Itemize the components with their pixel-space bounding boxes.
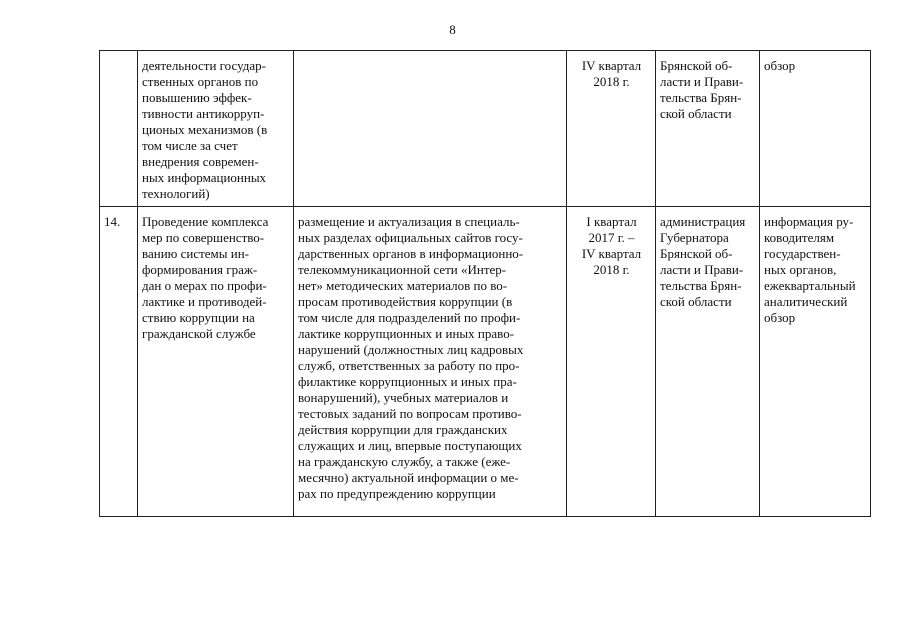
table-row xyxy=(100,51,871,207)
cell-text-line: информация ру- xyxy=(764,214,854,229)
table-row xyxy=(100,207,871,517)
cell-text-line: повышению эффек- xyxy=(142,90,252,105)
cell-text-line: служащих и лиц, впервые поступающих xyxy=(298,438,522,453)
cell-text-line: ных органов, xyxy=(764,262,837,277)
result-cell xyxy=(760,207,871,517)
activity-cell xyxy=(294,51,567,207)
cell-text-line: тивности антикорруп- xyxy=(142,106,265,121)
plan-table xyxy=(99,50,871,517)
cell-text-line: гражданской службе xyxy=(142,326,256,341)
result-cell xyxy=(760,51,871,207)
cell-text-line: обзор xyxy=(764,58,796,73)
cell-text-line: филактике коррупционных и иных пра- xyxy=(298,374,517,389)
cell-text-line: рах по предупреждению коррупции xyxy=(298,486,496,501)
cell-text-line: внедрения современ- xyxy=(142,154,259,169)
cell-text-line: ствию коррупции на xyxy=(142,310,255,325)
task-cell xyxy=(138,207,294,517)
cell-text-line: нарушений (должностных лиц кадровых xyxy=(298,342,524,357)
cell-text-line: размещение и актуализация в специаль- xyxy=(298,214,520,229)
cell-text-line: аналитический xyxy=(764,294,848,309)
row-number-cell xyxy=(100,51,138,207)
page-number: 8 xyxy=(449,22,456,37)
cell-text-line: 2017 г. – xyxy=(588,230,635,245)
cell-text-line: телекоммуникационной сети «Интер- xyxy=(298,262,507,277)
activity-cell xyxy=(294,207,567,517)
cell-text-line: обзор xyxy=(764,310,796,325)
cell-text-line: ководителям xyxy=(764,230,835,245)
cell-text-line: ской области xyxy=(660,294,732,309)
cell-text-line: IV квартал xyxy=(581,58,642,73)
cell-text-line: служб, ответственных за работу по про- xyxy=(298,358,520,373)
cell-text-line: на гражданскую службу, а также (еже- xyxy=(298,454,511,469)
cell-text-line: нет» методических материалов по во- xyxy=(298,278,508,293)
cell-text-line: месячно) актуальной информации о ме- xyxy=(298,470,519,485)
cell-text-line: тельства Брян- xyxy=(660,90,742,105)
cell-text-line: Брянской об- xyxy=(660,58,733,73)
cell-text-line: ласти и Прави- xyxy=(660,262,744,277)
cell-text-line: формирования граж- xyxy=(142,262,258,277)
responsible-cell xyxy=(656,207,760,517)
cell-text-line: тестовых заданий по вопросам противо- xyxy=(298,406,522,421)
cell-text-line: ской области xyxy=(660,106,732,121)
cell-text-line: просам противодействия коррупции (в xyxy=(298,294,513,309)
cell-text-line: том числе за счет xyxy=(142,138,238,153)
responsible-cell xyxy=(656,51,760,207)
cell-text-line: Брянской об- xyxy=(660,246,733,261)
row-number-cell: 14. xyxy=(100,207,138,517)
cell-text-line: мер по совершенство- xyxy=(142,230,265,245)
cell-text-line: Губернатора xyxy=(660,230,729,245)
cell-text-line: лактике и противодей- xyxy=(142,294,267,309)
cell-text-line: вонарушений), учебных материалов и xyxy=(298,390,509,405)
cell-text-line: тельства Брян- xyxy=(660,278,742,293)
cell-text-line: ных разделах официальных сайтов госу- xyxy=(298,230,523,245)
cell-text-line: государствен- xyxy=(764,246,841,261)
cell-text-line: 2018 г. xyxy=(593,74,630,89)
cell-text-line: действия коррупции для гражданских xyxy=(298,422,508,437)
cell-text-line: деятельности государ- xyxy=(142,58,266,73)
cell-text-line: дарственных органов в информационно- xyxy=(298,246,524,261)
period-cell xyxy=(567,51,656,207)
cell-text-line: ежеквартальный xyxy=(764,278,856,293)
cell-text-line: ванию системы ин- xyxy=(142,246,250,261)
cell-text-line: лактике коррупционных и иных право- xyxy=(298,326,515,341)
cell-text-line: технологий) xyxy=(142,186,210,201)
cell-text-line: ных информационных xyxy=(142,170,267,185)
cell-text-line: дан о мерах по профи- xyxy=(142,278,267,293)
period-cell xyxy=(567,207,656,517)
cell-text-line: ционых механизмов (в xyxy=(142,122,268,137)
cell-text-line: 2018 г. xyxy=(593,262,630,277)
task-cell xyxy=(138,51,294,207)
cell-text-line: том числе для подразделений по профи- xyxy=(298,310,521,325)
cell-text-line: ственных органов по xyxy=(142,74,259,89)
cell-text-line: администрация xyxy=(660,214,746,229)
cell-text-line: ласти и Прави- xyxy=(660,74,744,89)
cell-text-line: Проведение комплекса xyxy=(142,214,269,229)
cell-text-line: I квартал xyxy=(586,214,637,229)
cell-text-line: IV квартал xyxy=(581,246,642,261)
